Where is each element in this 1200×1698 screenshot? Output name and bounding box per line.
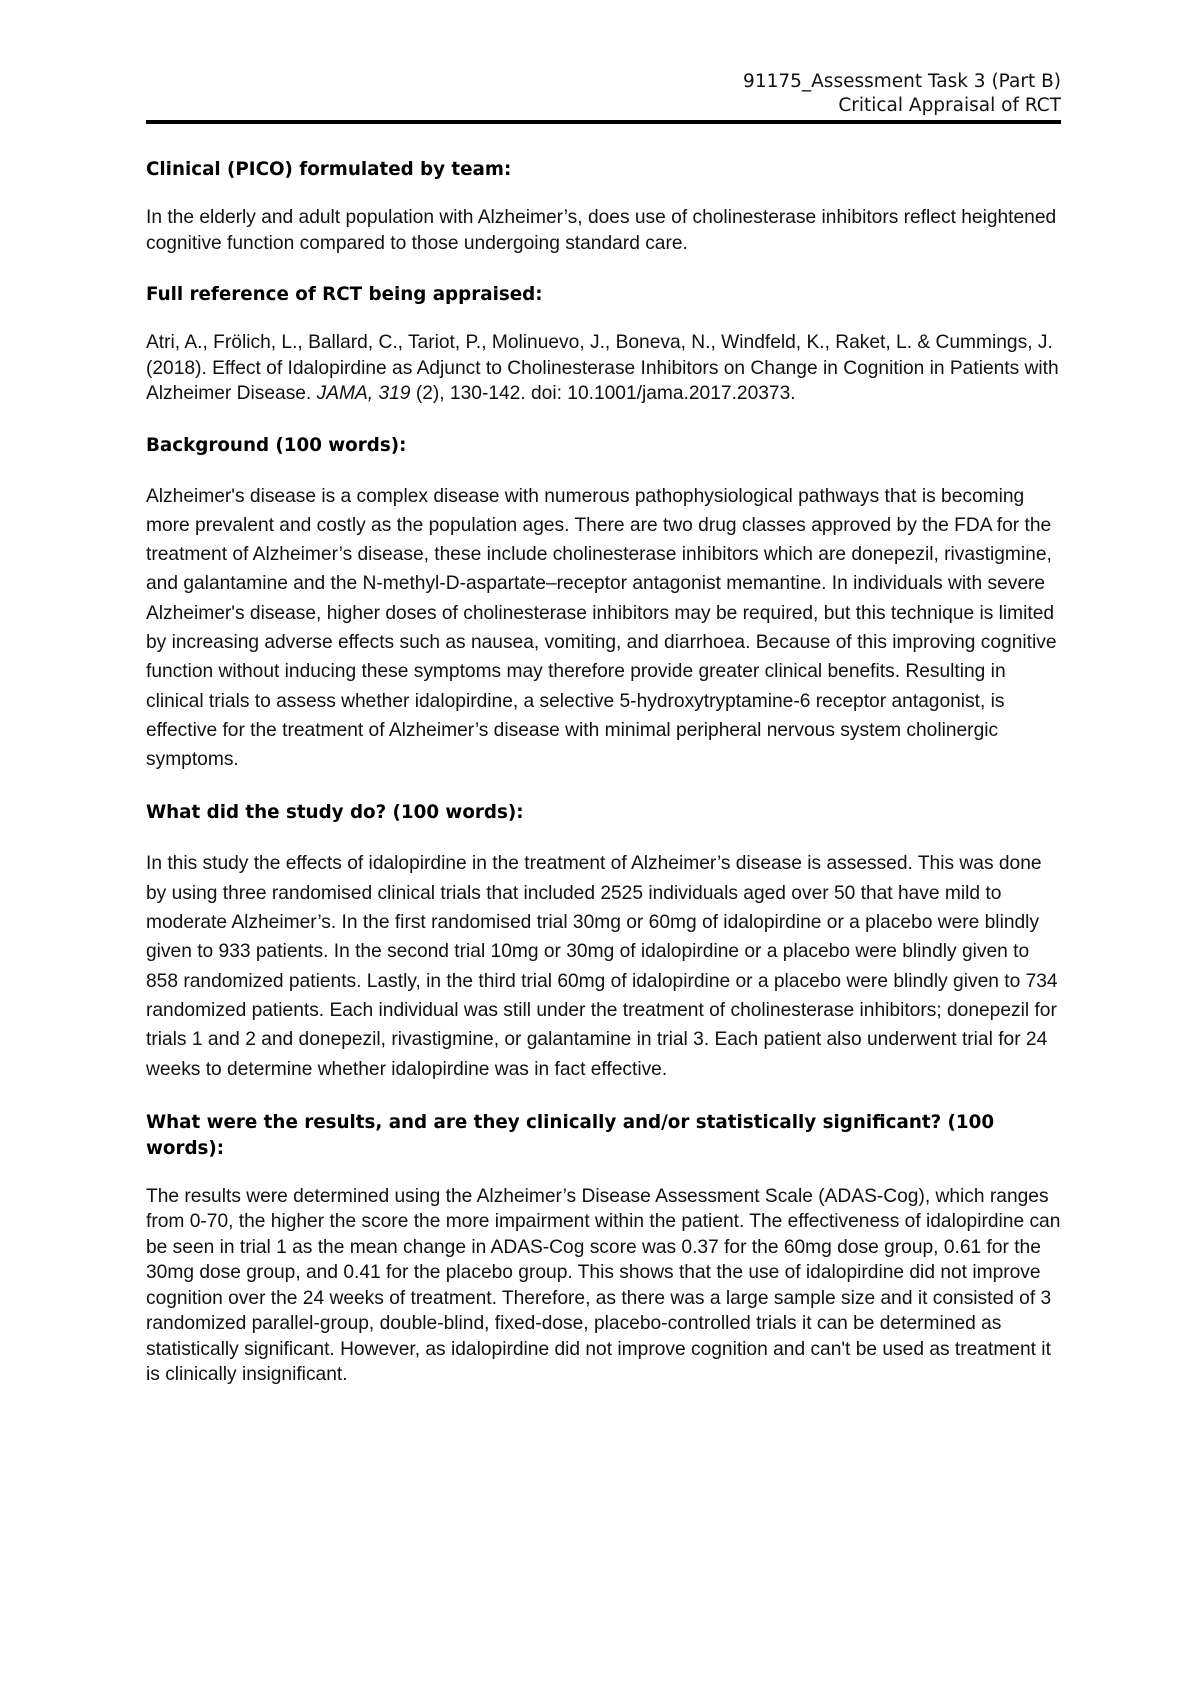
study-text: In this study the effects of idalopirdine in the treatment of Alzheimer’s disease is assessed. This was done by using three randomised clinical trials that included 2525 individuals aged over 50 that have mild to moderate Alzheimer’s. In the first randomised trial 30mg or 60mg of idalopirdine or a placebo were blindly given to 933 patients. In the second trial 10mg or 30mg of idalopirdine or a placebo were blindly given to 858 randomized patients. Lastly, in the third trial 60mg of idalopirdine or a placebo were blindly given to 734 randomized patients. Each individual was still under the treatment of cholinesterase inhibitors; donepezil for trials 1 and 2 and donepezil, rivastigmine, or galantamine in trial 3. Each patient also underwent trial for 24 weeks to determine whether idalopirdine was in fact effective. — [146, 853, 1058, 1080]
reference-journal: JAMA, 319 — [316, 383, 411, 404]
background-text: Alzheimer's disease is a complex disease with numerous pathophysiological pathways that is becoming more prevalent and costly as the population ages. There are two drug classes approved by the FDA for the treatment of Alzheimer’s disease, these include cholinesterase inhibitors which are donepezil, rivastigmine, and galantamine and the N-methyl-D-aspartate–receptor antagonist memantine. In individuals with severe Alzheimer's disease, higher doses of cholinesterase inhibitors may be required, but this technique is limited by increasing adverse effects such as nausea, vomiting, and diarrhoea. Because of this improving cognitive function without inducing these symptoms may therefore provide greater clinical benefits. Resulting in clinical trials to assess whether idalopirdine, a selective 5-hydroxytryptamine-6 receptor antagonist, is effective for the treatment of Alzheimer’s disease with minimal peripheral nervous system cholinergic symptoms. — [146, 485, 1057, 771]
pico-heading: Clinical (PICO) formulated by team: — [146, 159, 512, 180]
pico-section — [146, 157, 1061, 256]
results-section — [146, 1110, 1061, 1388]
pico-text: In the elderly and adult population with Alzheimer’s, does use of cholinesterase inhibitors reflect heightened cognitive function compared to those undergoing standard care. — [146, 207, 1057, 254]
reference-heading: Full reference of RCT being appraised: — [146, 284, 543, 305]
background-section — [146, 433, 1061, 775]
document-body — [146, 157, 1061, 1388]
results-heading: What were the results, and are they clinically and/or statistically significant? (100 words): — [146, 1111, 995, 1159]
header-divider — [146, 120, 1061, 124]
study-heading: What did the study do? (100 words): — [146, 802, 524, 824]
header-subtitle: Critical Appraisal of RCT — [838, 95, 1061, 116]
reference-section — [146, 282, 1061, 407]
reference-text — [146, 330, 1061, 407]
page-header — [146, 70, 1061, 118]
background-heading: Background (100 words): — [146, 434, 407, 456]
header-course-title: 91175_Assessment Task 3 (Part B) — [743, 71, 1061, 92]
results-text: The results were determined using the Alzheimer’s Disease Assessment Scale (ADAS-Cog), which ranges from 0-70, the higher the score the more impairment within the patient. The effectiveness of idalopirdine can be seen in trial 1 as the mean change in ADAS-Cog score was 0.37 for the 60mg dose group, 0.61 for the 30mg dose group, and 0.41 for the placebo group. This shows that the use of idalopirdine did not improve cognition over the 24 weeks of treatment. Therefore, as there was a large sample size and it consisted of 3 randomized parallel-group, double-blind, fixed-dose, placebo-controlled trials it can be determined as statistically significant. However, as idalopirdine did not improve cognition and can't be used as treatment it is clinically insignificant. — [146, 1185, 1061, 1386]
reference-pages-doi: (2), 130-142. doi: 10.1001/jama.2017.20373. — [410, 383, 796, 404]
study-section — [146, 800, 1061, 1083]
reference-citation: Atri, A., Frölich, L., Ballard, C., Tariot, P., Molinuevo, J., Boneva, N., Windfeld, K., Raket, L. & Cummings, J. (2018). Effect of Idalopirdine as Adjunct to Cholinesterase Inhibitors on Change in Cognition in Patients with Alzheimer Disease. — [146, 332, 1059, 404]
